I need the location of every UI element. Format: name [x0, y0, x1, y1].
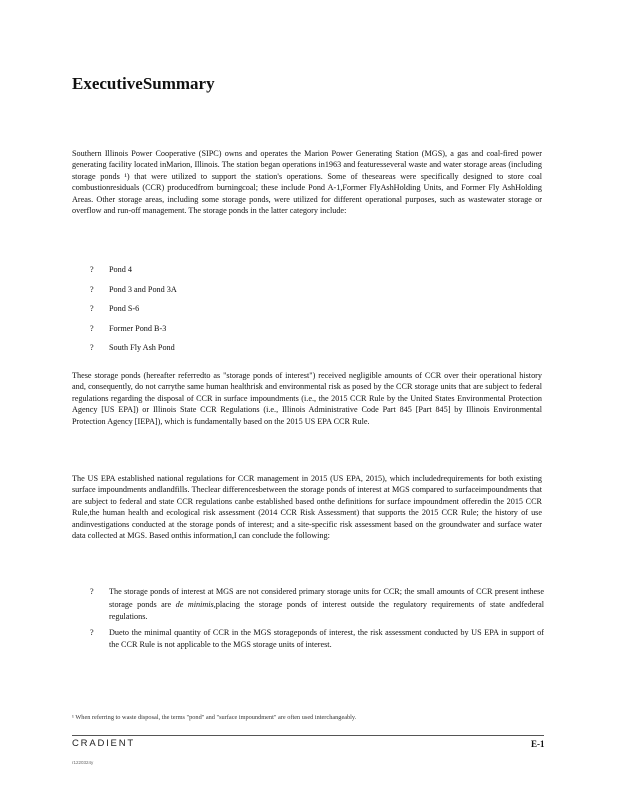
pond-name: Pond 3 and Pond 3A: [109, 284, 177, 294]
list-item: [90, 284, 177, 304]
pond-name: South Fly Ash Pond: [109, 343, 175, 352]
document-id: r1220324y: [72, 760, 94, 765]
intro-paragraph: Southern Illinois Power Cooperative (SIPC) owns and operates the Marion Power Generating Station (MGS), a gas and coal-fired power generating facility located inMarion, Illinois. The station began operations in1963 and featuresseveral waste and water storage areas (including storage ponds ¹) that were utilized to support the station's operations. Some of theseareas were specifically designed to store coal combustionresiduals (CCR) producedfrom burningcoal; these include Pond A-1,Former FlyAshHolding Units, and Former Fly AshHolding Areas. Other storage areas, including some storage ponds, were utilized for different operational purposes, such as wastewater storage or overflow and run-off management. The storage ponds in the latter category include:: [72, 149, 542, 216]
list-item: [90, 264, 177, 284]
conclusion-text: ,placing the storage ponds of interest outside the regulatory requirements of state andfederal regulations.: [109, 599, 544, 622]
bullet-mark: ?: [90, 343, 94, 352]
bullet-mark: ?: [90, 284, 94, 294]
bullet-mark: ?: [90, 627, 94, 637]
list-item: [90, 342, 177, 362]
conclusion-text: Dueto the minimal quantity of CCR in the MGS storageponds of interest, the risk assessment conducted by US EPA in support of the CCR Rule is not applicable to the MGS storage units of interest.: [109, 627, 544, 650]
bullet-mark: ?: [90, 323, 94, 333]
regulation-paragraph: The US EPA established national regulations for CCR management in 2015 (US EPA, 2015), which includedrequirements for both existing surface impoundments andlandfills. Theclear differencesbetween the storage ponds of interest at MGS compared to surfaceimpoundments that are subject to federal and state CCR regulations canbe established based onthe definitions for surface impoundment offeredin the 2015 CCR Rule,the human health and ecological risk assessment (2014 CCR Risk Assessment) that supports the 2015 CCR Rule; the history of use andinvestigations conducted at the storage ponds of interest; and a site-specific risk assessment based on the groundwater and surface water data collected at MGS. Based onthis information,I can conclude the following:: [72, 474, 542, 541]
list-item: [90, 303, 177, 323]
conclusion-list: [90, 586, 544, 655]
conclusion-text: The storage ponds of interest at MGS are not considered primary storage units for CCR; the small amounts of CCR present inthese storage ponds are: [109, 587, 544, 609]
emphasis-text: de minimis: [175, 599, 214, 609]
footnote: ¹ When referring to waste disposal, the terms "pond" and "surface impoundment" are often used interchangeably.: [72, 714, 357, 721]
conclusion-item: [90, 627, 544, 652]
list-item: [90, 323, 177, 343]
pond-name: Pond S-6: [109, 304, 140, 313]
company-logo: CRADIENT: [72, 738, 135, 749]
pond-name: Pond 4: [109, 265, 132, 274]
pond-name: Former Pond B-3: [109, 323, 167, 333]
background-paragraph: These storage ponds (hereafter referredto as "storage ponds of interest") received negligible amounts of CCR over their operational history and, consequently, do not carrythe same human healthrisk and environmental risk as posed by the CCR storage units that are subject to federal regulations regarding the disposal of CCR in surface impoundments (i.e., the 2015 CCR Rule by the United States Environmental Protection Agency [US EPA]) or Illinois State CCR Regulations (i.e., Illinois Administrative Code Part 845 [Part 845] by Illinois Environmental Protection Agency [IEPA]), which is fundamentally based on the 2015 US EPA CCR Rule.: [72, 371, 542, 426]
pond-list: [90, 264, 177, 362]
footer-divider: [72, 735, 544, 736]
page-number: E-1: [531, 739, 545, 749]
page-title: ExecutiveSummary: [72, 74, 215, 93]
conclusion-item: [90, 586, 544, 624]
bullet-mark: ?: [90, 304, 94, 313]
bullet-mark: ?: [90, 587, 94, 596]
bullet-mark: ?: [90, 265, 94, 274]
